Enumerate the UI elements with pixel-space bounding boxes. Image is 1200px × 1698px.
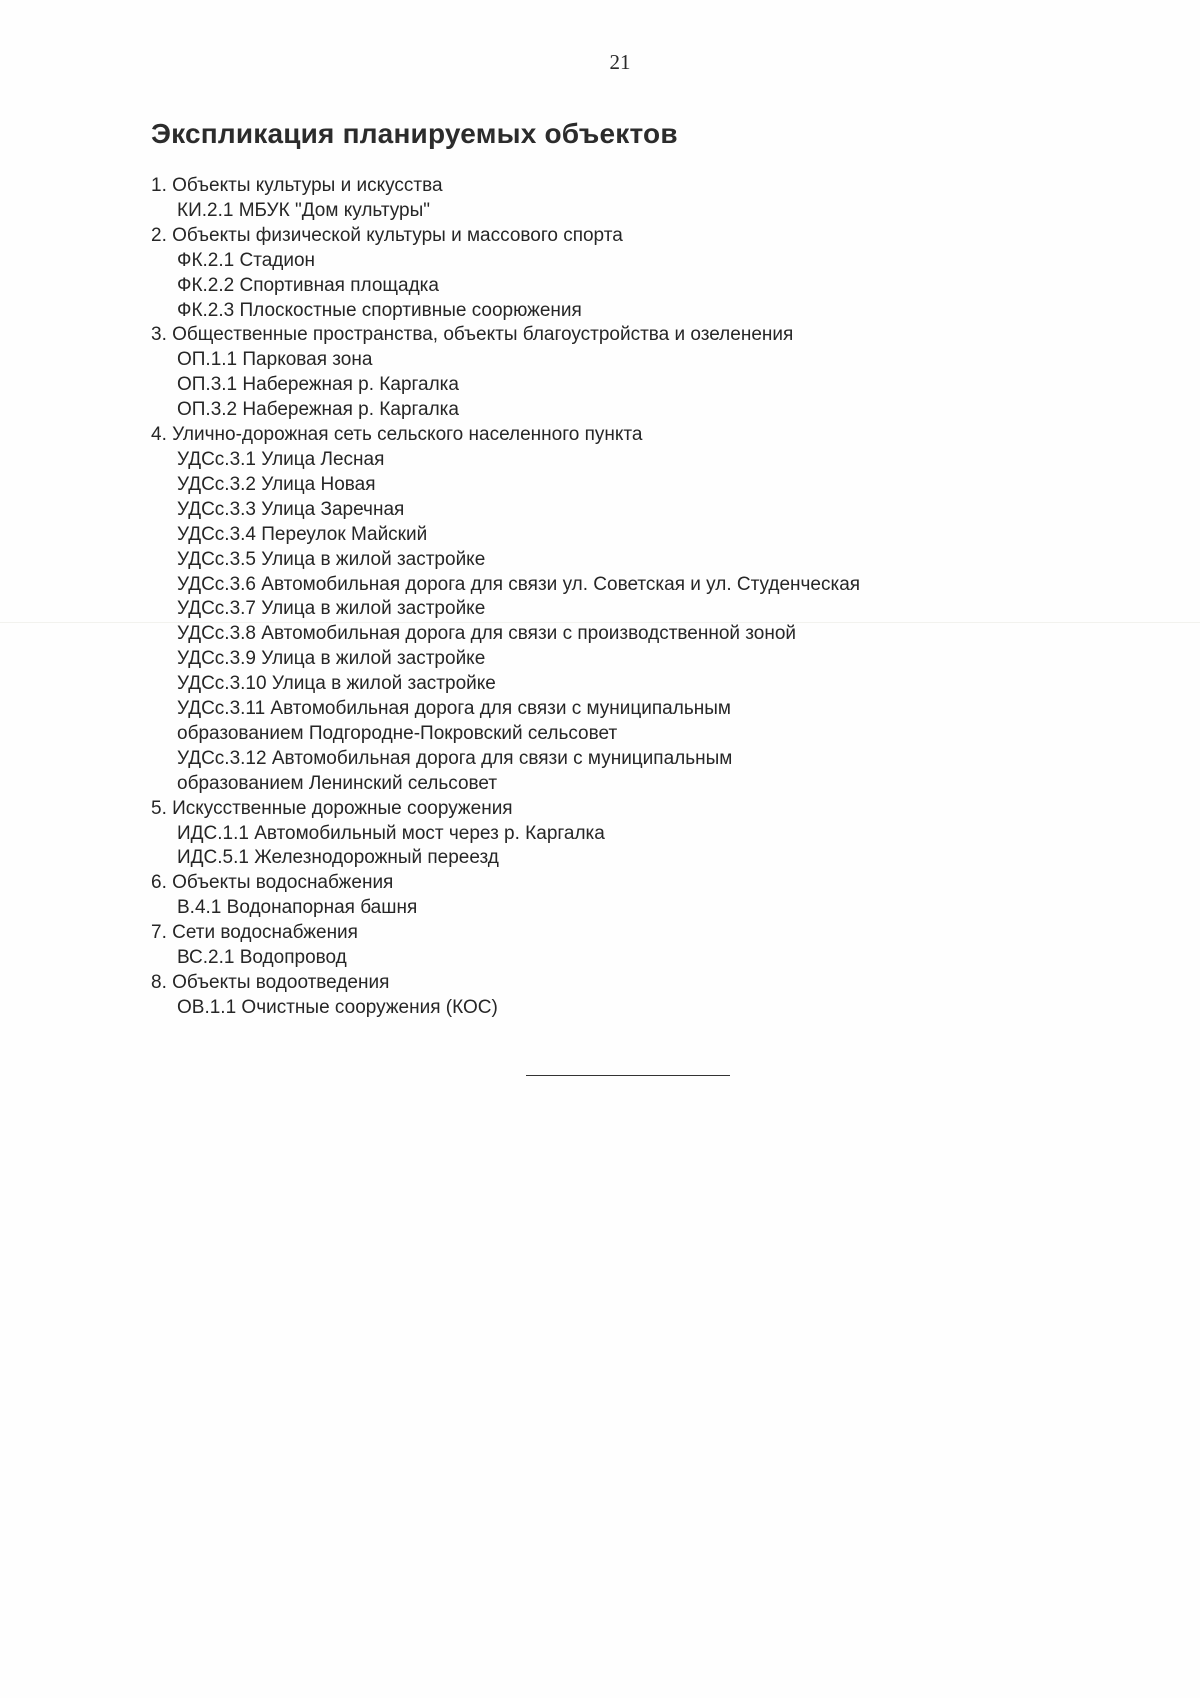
list-item: ФК.2.3 Плоскостные спортивные соорюжения [177, 299, 582, 321]
list-item: ОВ.1.1 Очистные сооружения (КОС) [177, 996, 498, 1018]
list-item-continuation: образованием Ленинский сельсовет [177, 772, 498, 794]
list-item: УДСс.3.6 Автомобильная дорога для связи ул. Советская и ул. Студенческая [177, 573, 861, 595]
list-item: УДСс.3.7 Улица в жилой застройке [177, 598, 486, 620]
section-heading: 1. Объекты культуры и искусства [151, 175, 443, 196]
section-heading: 3. Общественные пространства, объекты благоустройства и озеленения [151, 324, 794, 346]
list-section [151, 797, 1151, 872]
list-item: В.4.1 Водонапорная башня [177, 897, 418, 919]
list-item: ФК.2.1 Стадион [177, 249, 316, 271]
closing-divider [526, 1075, 730, 1076]
list-item: УДСс.3.1 Улица Лесная [177, 448, 385, 470]
section-heading: 5. Искусственные дорожные сооружения [151, 797, 513, 819]
page-number: 21 [609, 50, 631, 74]
list-section [151, 174, 1151, 224]
list-item: УДСс.3.10 Улица в жилой застройке [177, 673, 496, 695]
list-section [151, 323, 1151, 423]
explication-list [151, 174, 1151, 1021]
section-heading: 6. Объекты водоснабжения [151, 872, 394, 894]
section-heading: 8. Объекты водоотведения [151, 972, 390, 993]
page-title: Экспликация планируемых объектов [151, 118, 678, 149]
list-item: ФК.2.2 Спортивная площадка [177, 274, 439, 296]
list-item: УДСс.3.12 Автомобильная дорога для связи с муниципальным [177, 747, 733, 769]
list-item-continuation: образованием Подгородне-Покровский сельсовет [177, 722, 618, 744]
list-section [151, 423, 1151, 797]
list-section [151, 224, 1151, 324]
section-heading: 2. Объекты физической культуры и массового спорта [151, 224, 623, 246]
list-section [151, 921, 1151, 971]
list-item: УДСс.3.11 Автомобильная дорога для связи с муниципальным [177, 698, 731, 720]
list-item: УДСс.3.3 Улица Заречная [177, 498, 405, 520]
list-item: УДСс.3.2 Улица Новая [177, 473, 376, 495]
list-section [151, 871, 1151, 921]
list-item: УДСс.3.9 Улица в жилой застройке [177, 648, 486, 670]
list-item: ИДС.1.1 Автомобильный мост через р. Каргалка [177, 822, 605, 844]
list-item: ИДС.5.1 Железнодорожный переезд [177, 847, 499, 869]
section-heading: 7. Сети водоснабжения [151, 922, 358, 944]
list-item: ОП.3.2 Набережная р. Каргалка [177, 399, 459, 421]
list-item: ОП.3.1 Набережная р. Каргалка [177, 374, 459, 396]
list-item: УДСс.3.5 Улица в жилой застройке [177, 548, 486, 570]
section-heading: 4. Улично-дорожная сеть сельского населенного пункта [151, 424, 643, 446]
list-item: УДСс.3.4 Переулок Майский [177, 523, 428, 545]
list-item: ВС.2.1 Водопровод [177, 947, 347, 969]
list-item: ОП.1.1 Парковая зона [177, 349, 373, 371]
list-section [151, 971, 1151, 1021]
list-item: УДСс.3.8 Автомобильная дорога для связи с производственной зоной [177, 623, 797, 645]
list-item: КИ.2.1 МБУК "Дом культуры" [177, 199, 430, 221]
